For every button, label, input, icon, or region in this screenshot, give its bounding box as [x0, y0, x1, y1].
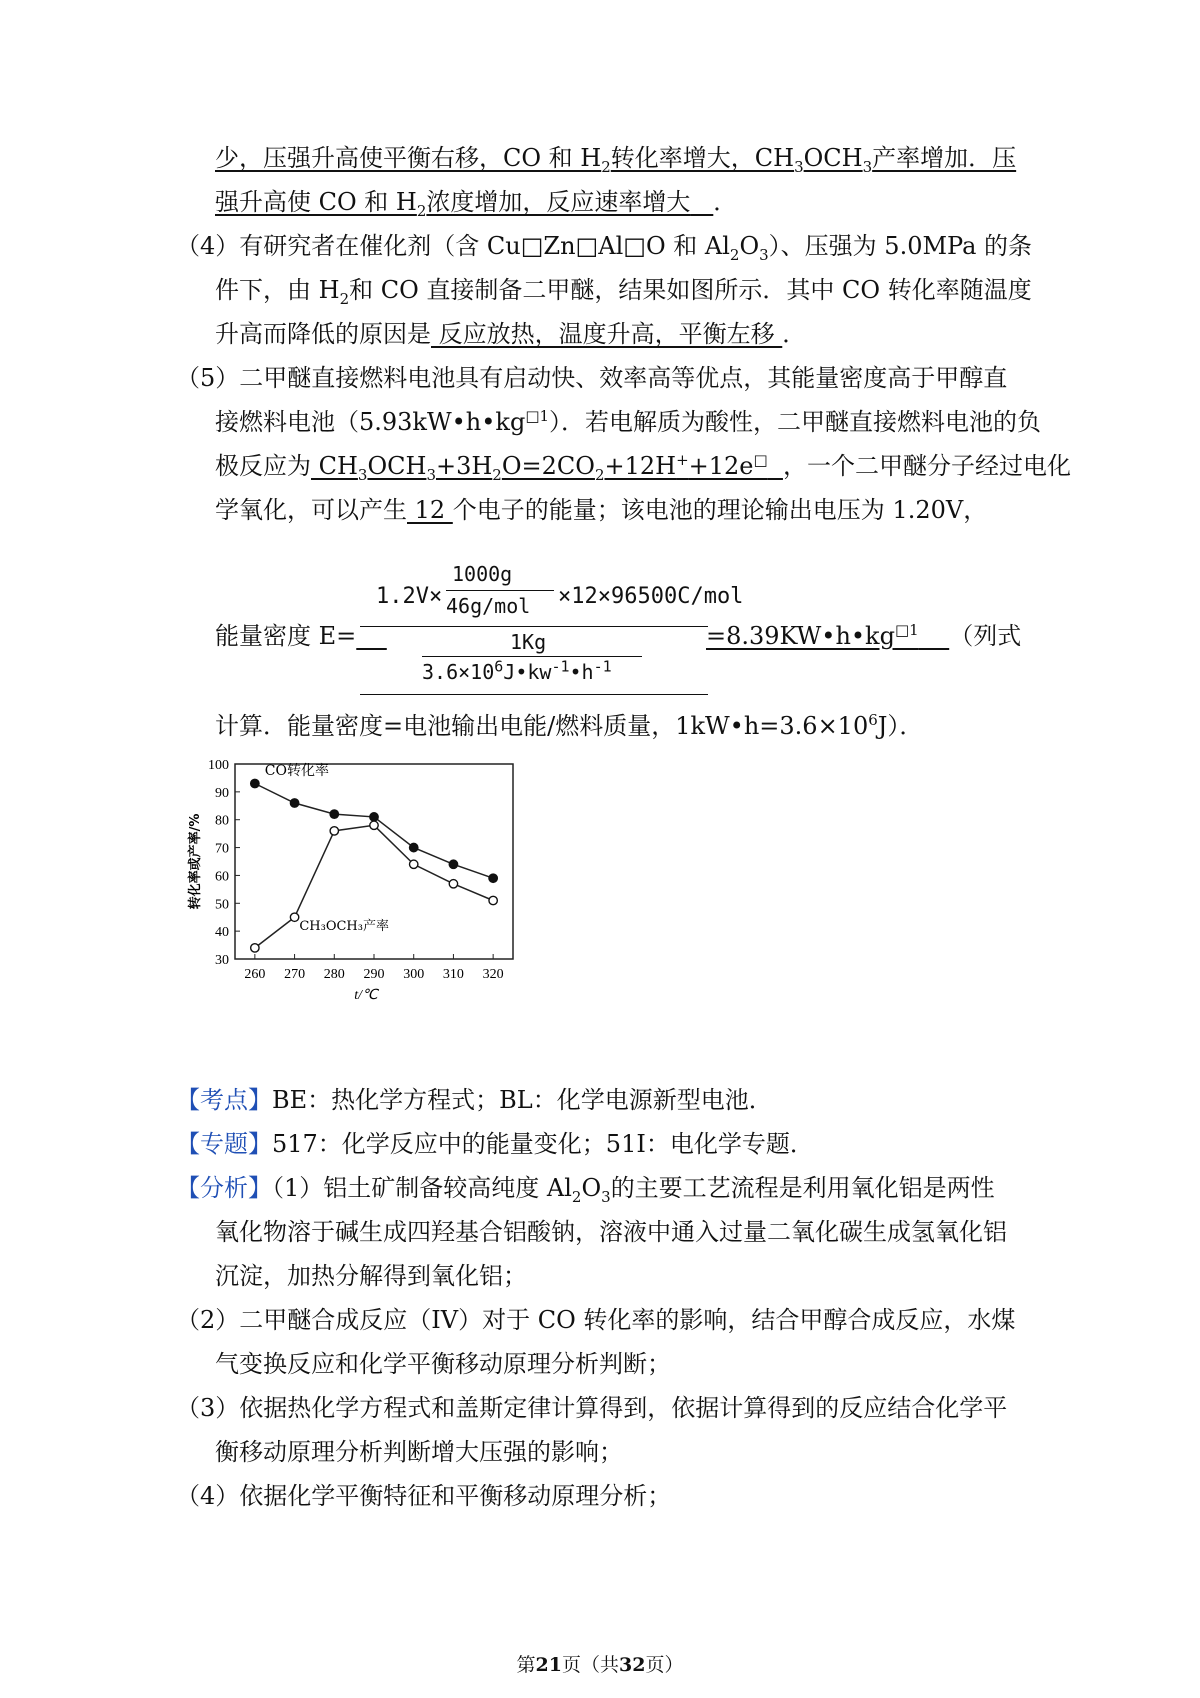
top-line-2: 强升高使 CO 和 $H_2$浓度增加，反应速率增大 ． — [215, 188, 738, 220]
frac-den-top: 1Kg — [510, 630, 547, 654]
q5-line-3: 极反应为 $CH_3OCH_3+3H_2O=2CO_2+12H^++12e^□$ ，一个二甲醚分子经过电化 — [215, 451, 1071, 484]
frac-num-a: 1.2V× — [376, 584, 443, 609]
zhuanti-line: 【专题】517：化学反应中的能量变化；51I：电化学专题． — [176, 1130, 814, 1158]
series-1-point — [330, 810, 338, 818]
page-number: 21 — [535, 1654, 562, 1676]
y-axis-label: 转化率或产率/% — [188, 813, 203, 910]
y-tick-label: 50 — [215, 897, 229, 913]
fenxi-line-1: 【分析】（1）铝土矿制备较高纯度 $Al_2O_3$的主要工艺流程是利用氧化铝是两性 — [176, 1174, 995, 1206]
series-label-ch3och3: CH₃OCH₃产率 — [299, 918, 389, 934]
fenxi-line-3: 沉淀，加热分解得到氧化铝； — [215, 1262, 527, 1290]
y-tick-label: 30 — [215, 953, 229, 968]
series-1-point — [449, 860, 457, 868]
y-tick-label: 80 — [215, 813, 229, 829]
fenxi-line-7: 衡移动原理分析判断增大压强的影响； — [215, 1438, 623, 1466]
fenxi-line-4: （2）二甲醚合成反应（IV）对于 CO 转化率的影响，结合甲醇合成反应，水煤 — [176, 1306, 1016, 1334]
page-total: 32 — [619, 1654, 646, 1676]
q5-line-6: 计算．能量密度=电池输出电能/燃料质量，$1kW•h=3.6\times 10^6J$）． — [215, 711, 924, 740]
series-1-point — [251, 779, 259, 787]
q5-line-2: 接燃料电池$(5.93kW•h•kg^{□1})$．若电解质为酸性，二甲醚直接燃料电池的负 — [215, 407, 1042, 436]
series-2-point — [330, 827, 338, 835]
zhuanti-tag: 【专题】 — [176, 1130, 272, 1158]
q4-answer: 反应放热，温度升高，平衡左移 — [431, 320, 783, 348]
x-axis-label: t/℃ — [354, 988, 378, 1003]
series-1-point — [489, 874, 497, 882]
x-tick-label: 270 — [284, 967, 306, 982]
frac-inner-bottom: 46g/mol — [446, 594, 531, 618]
q5-electron-answer: 12 — [407, 496, 453, 524]
series-2-point — [370, 821, 378, 829]
fenxi-line-8: （4）依据化学平衡特征和平衡移动原理分析； — [176, 1482, 672, 1510]
top-line-1: 少，压强升高使平衡右移，CO 和 $H_2$转化率增大，$CH_3OCH_3$产率增加．压 — [215, 144, 1017, 176]
q5-line-5: 能量密度 E= — [215, 622, 357, 650]
series-1-point — [290, 799, 298, 807]
q4-line-1: （4）有研究者在催化剂（含 Cu□Zn□Al□O 和 $Al_2O_3$）、压强为 5.0MPa 的条 — [176, 232, 1033, 264]
q4-line-2: 件下，由 $H_2$和 CO 直接制备二甲醚，结果如图所示．其中 CO 转化率随温度 — [215, 276, 1032, 308]
series-2-point — [449, 880, 457, 888]
fenxi-line-5: 气变换反应和化学平衡移动原理分析判断； — [215, 1350, 671, 1378]
q5-electrode-answer: $CH_3OCH_3+3H_2O=2CO_2+12H^++12e^□$ — [311, 451, 768, 484]
series-2-point — [489, 896, 497, 904]
q5-line-4: 学氧化，可以产生 12 个电子的能量；该电池的理论输出电压为 1.20V， — [215, 496, 988, 524]
x-tick-label: 280 — [323, 967, 345, 982]
fenxi-tag: 【分析】 — [176, 1174, 272, 1202]
x-tick-label: 310 — [442, 967, 464, 982]
x-tick-label: 290 — [363, 967, 385, 982]
x-tick-label: 320 — [482, 967, 504, 982]
series-2-point — [290, 913, 298, 921]
fenxi-line-6: （3）依据热化学方程式和盖斯定律计算得到，依据计算得到的反应结合化学平 — [176, 1394, 1008, 1422]
conversion-yield-chart — [185, 758, 515, 1038]
q4-line-3: 升高而降低的原因是 反应放热，温度升高，平衡左移 ． — [215, 320, 807, 348]
series-label-co: CO转化率 — [264, 763, 329, 780]
y-tick-label: 60 — [215, 869, 229, 885]
frac-den-bottom: 3.6×10 — [422, 660, 495, 684]
y-tick-label: 100 — [208, 758, 229, 773]
series-1-point — [410, 843, 418, 851]
y-tick-label: 40 — [215, 925, 229, 941]
frac-inner-top: 1000g — [452, 562, 513, 586]
series-2-point — [251, 944, 259, 952]
x-tick-label: 260 — [244, 967, 266, 982]
y-tick-label: 90 — [215, 785, 229, 801]
fenxi-line-2: 氧化物溶于碱生成四羟基合铝酸钠，溶液中通入过量二氧化碳生成氢氧化铝 — [215, 1218, 1007, 1246]
series-2-point — [410, 860, 418, 868]
kaodian-tag: 【考点】 — [176, 1086, 272, 1114]
y-tick-label: 70 — [215, 841, 229, 857]
energy-density-formula: 1.2V× 1000g 46g/mol ×12×96500C/mol 1Kg $3.6\times 10^6J•kw^{-1}•h^{-1}$ — [360, 562, 760, 702]
q5-line-1: （5）二甲醚直接燃料电池具有启动快、效率高等优点，其能量密度高于甲醇直 — [176, 364, 1008, 392]
page-footer: 第21页（共32页） — [516, 1654, 684, 1676]
q5-energy-answer: $=8.39KW•h•kg^{□1}$ （列式 — [706, 621, 1022, 650]
series-1-point — [370, 813, 378, 821]
x-tick-label: 300 — [403, 967, 425, 982]
kaodian-line: 【考点】BE：热化学方程式；BL：化学电源新型电池． — [176, 1086, 773, 1114]
frac-num-b: ×12×96500C/mol — [558, 584, 744, 609]
